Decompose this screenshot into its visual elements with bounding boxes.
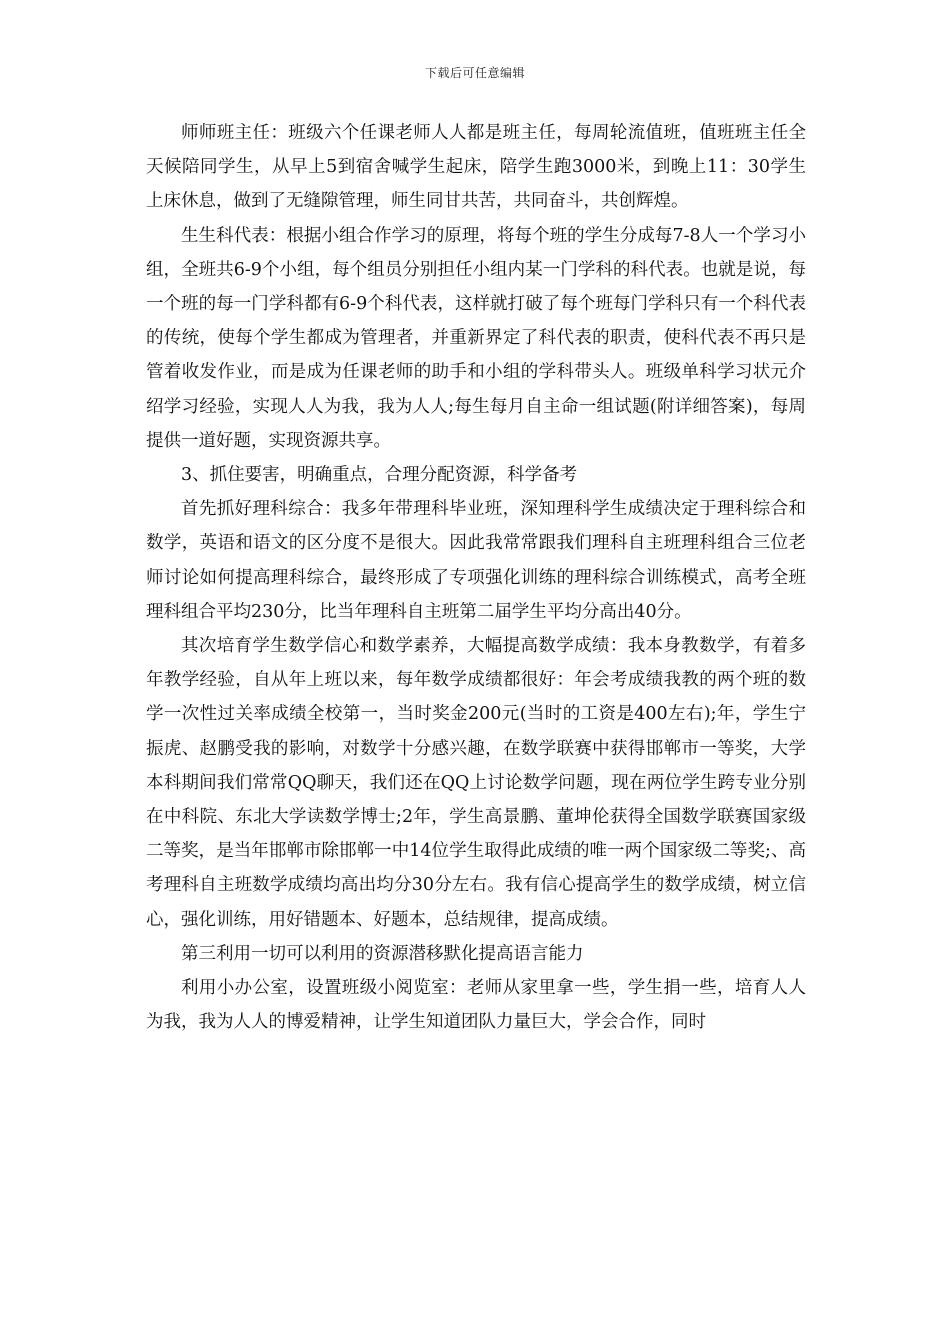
section-heading-key-points: 3、抓住要害，明确重点，合理分配资源，科学备考	[181, 465, 578, 486]
paragraph-head-teacher: 师师班主任：班级六个任课老师人人都是班主任，每周轮流值班，值班班主任全天候陪同学生，从早上5到宿舍喊学生起床，陪学生跑3000米，到晚上11：30学生上床休息，做到了无缝隙管理，师生同甘共苦，共同奋斗，共创辉煌。	[146, 123, 806, 212]
page-header: 下载后可任意编辑	[424, 66, 525, 80]
document-body	[146, 116, 806, 1039]
section-heading-language-ability: 第三利用一切可以利用的资源潜移默化提高语言能力	[181, 943, 584, 964]
paragraph-math-confidence: 其次培育学生数学信心和数学素养，大幅提高数学成绩：我本身教数学，有着多年教学经验，自从年上班以来，每年数学成绩都很好：年会考成绩我教的两个班的数学一次性过关率成绩全校第一，当时奖金200元(当时的工资是400左右);年，学生宁振虎、赵鹏受我的影响，对数学十分感兴趣，在数学联赛中获得邯郸市一等奖，大学本科期间我们常常QQ聊天，我们还在QQ上讨论数学问题，现在两位学生跨专业分别在中科院、东北大学读数学博士;2年，学生高景鹏、董坤伦获得全国数学联赛国家级二等奖，是当年邯郸市除邯郸一中14位学生取得此成绩的唯一两个国家级二等奖;、高考理科自主班数学成绩均高出均分30分左右。我有信心提高学生的数学成绩，树立信心，强化训练，用好错题本、好题本，总结规律，提高成绩。	[146, 636, 806, 930]
paragraph-science-comprehensive: 首先抓好理科综合：我多年带理科毕业班，深知理科学生成绩决定于理科综合和数学，英语和语文的区分度不是很大。因此我常常跟我们理科自主班理科组合三位老师讨论如何提高理科综合，最终形成了专项强化训练的理科综合训练模式，高考全班理科组合平均230分，比当年理科自主班第二届学生平均分高出40分。	[146, 499, 806, 622]
paragraph-reading-room: 利用小办公室，设置班级小阅览室：老师从家里拿一些，学生捐一些，培育人人为我，我为人人的博爱精神，让学生知道团队力量巨大，学会合作，同时	[146, 978, 806, 1033]
paragraph-subject-representative: 生生科代表：根据小组合作学习的原理，将每个班的学生分成每7-8人一个学习小组，全班共6-9个小组，每个组员分别担任小组内某一门学科的科代表。也就是说，每一个班的每一门学科都有6-9个科代表，这样就打破了每个班每门学科只有一个科代表的传统，使每个学生都成为管理者，并重新界定了科代表的职责，使科代表不再只是管着收发作业，而是成为任课老师的助手和小组的学科带头人。班级单科学习状元介绍学习经验，实现人人为我，我为人人;每生每月自主命一组试题(附详细答案)，每周提供一道好题，实现资源共享。	[146, 225, 806, 451]
